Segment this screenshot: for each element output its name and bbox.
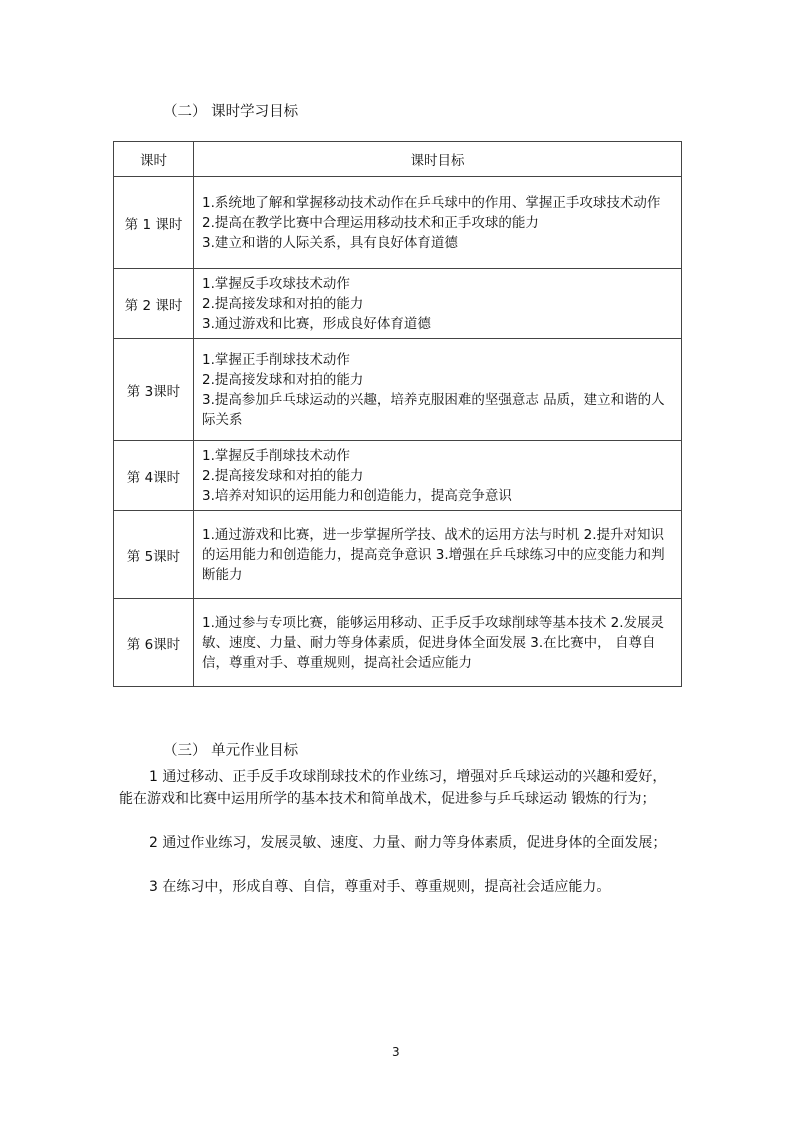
goal-item: 3.提高参加乒乓球运动的兴趣，培养克服困难的坚强意志 品质，建立和谐的人际关系 (202, 391, 665, 428)
section-heading-lesson-goals: （二） 课时学习目标 (163, 104, 299, 120)
goal-item: 2.提高接发球和对拍的能力 (202, 295, 364, 312)
lesson-goals (194, 339, 682, 441)
header-lesson: 课时 (114, 142, 194, 177)
lesson-goals (194, 177, 682, 269)
lesson-name: 第 2 课时 (114, 269, 194, 339)
homework-goal-paragraph: 1 通过移动、正手反手攻球削球技术的作业练习，增强对乒乓球运动的兴趣和爱好，能在游戏和比赛中运用所学的基本技术和简单战术，促进参与乒乓球运动 锻炼的行为； (119, 769, 667, 807)
table-row (114, 339, 682, 441)
table-row (114, 269, 682, 339)
goal-item: 1.掌握反手攻球技术动作 (202, 275, 350, 292)
table-row (114, 441, 682, 511)
goal-item: 1.掌握正手削球技术动作 (202, 351, 350, 368)
homework-goal-paragraph: 3 在练习中，形成自尊、自信，尊重对手、尊重规则，提高社会适应能力。 (149, 879, 611, 895)
lesson-name: 第 4课时 (114, 441, 194, 511)
lesson-goals (194, 441, 682, 511)
table-header-row (114, 142, 682, 177)
goal-item: 2.提高在教学比赛中合理运用移动技术和正手攻球的能力 (202, 214, 539, 231)
lesson-goals-table (113, 141, 682, 687)
lesson-name: 第 5课时 (114, 511, 194, 599)
goal-item: 3.通过游戏和比赛，形成良好体育道德 (202, 315, 431, 332)
goal-item: 2.提高接发球和对拍的能力 (202, 371, 364, 388)
lesson-goals (194, 599, 682, 687)
goal-item: 1.通过参与专项比赛，能够运用移动、正手反手攻球削球等基本技术 2.发展灵敏、速度、力量、耐力等身体素质，促进身体全面发展 3.在比赛中， 自尊自信，尊重对手、尊重规则，提高社会适应能力 (202, 614, 665, 671)
header-goals: 课时目标 (194, 142, 682, 177)
lesson-name: 第 1 课时 (114, 177, 194, 269)
goal-item: 3.建立和谐的人际关系，具有良好体育道德 (202, 234, 458, 251)
lesson-name: 第 6课时 (114, 599, 194, 687)
lesson-goals (194, 269, 682, 339)
goal-item: 1.通过游戏和比赛，进一步掌握所学技、战术的运用方法与时机 2.提升对知识的运用能力和创造能力，提高竞争意识 3.增强在乒乓球练习中的应变能力和判断能力 (202, 526, 665, 583)
section-heading-homework-goals: （三） 单元作业目标 (163, 743, 299, 759)
goal-item: 1.系统地了解和掌握移动技术动作在乒乓球中的作用、掌握正手攻球技术动作 (202, 194, 661, 211)
page-number: 3 (392, 1045, 400, 1059)
goal-item: 3.培养对知识的运用能力和创造能力，提高竞争意识 (202, 487, 512, 504)
table-row (114, 599, 682, 687)
table-row (114, 511, 682, 599)
goal-item: 2.提高接发球和对拍的能力 (202, 467, 364, 484)
table-row (114, 177, 682, 269)
lesson-name: 第 3课时 (114, 339, 194, 441)
homework-goal-paragraph: 2 通过作业练习，发展灵敏、速度、力量、耐力等身体素质，促进身体的全面发展； (149, 835, 667, 851)
goal-item: 1.掌握反手削球技术动作 (202, 447, 350, 464)
lesson-goals (194, 511, 682, 599)
